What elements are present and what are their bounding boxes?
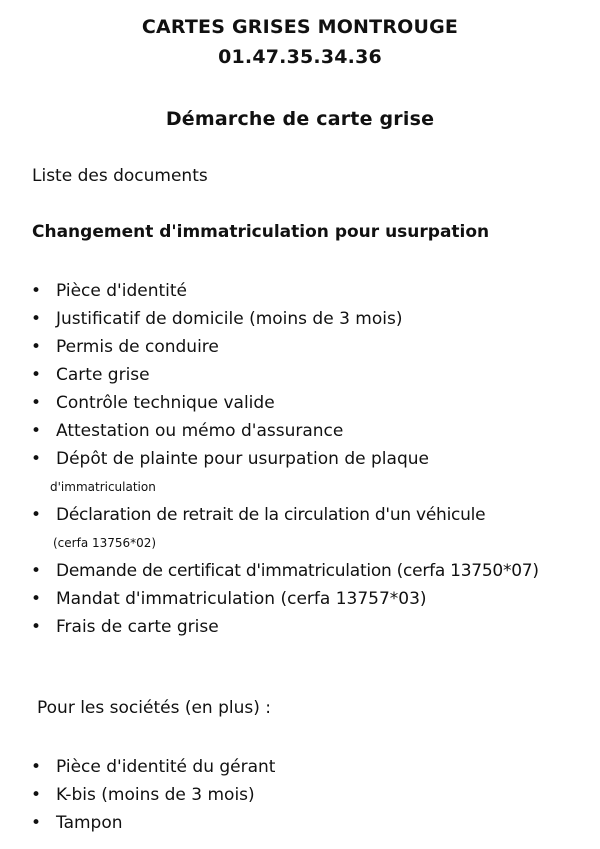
list-item	[0, 333, 600, 361]
bullet-icon: •	[31, 365, 42, 385]
list-item-text: Tampon	[56, 813, 123, 833]
bullet-icon: •	[31, 561, 42, 581]
list-item-text: Justificatif de domicile (moins de 3 mois)	[56, 309, 403, 329]
list-item-text: Contrôle technique valide	[56, 393, 275, 413]
list-item-text: Mandat d'immatriculation (cerfa 13757*03)	[56, 589, 427, 609]
company-name: CARTES GRISES MONTROUGE	[141, 16, 459, 38]
bullet-icon: •	[31, 337, 42, 357]
list-item	[0, 781, 600, 809]
bullet-icon: •	[31, 281, 42, 301]
bullet-icon: •	[31, 393, 42, 413]
list-item-text: Déclaration de retrait de la circulation d'un véhicule	[56, 505, 486, 525]
list-item-text: Carte grise	[56, 365, 150, 385]
bullet-icon: •	[31, 617, 42, 637]
bullet-icon: •	[31, 449, 42, 469]
list-item	[0, 557, 600, 585]
section-heading: Changement d'immatriculation pour usurpation	[32, 222, 490, 242]
list-item	[0, 753, 600, 781]
bullet-icon: •	[31, 309, 42, 329]
list-item	[0, 809, 600, 837]
company-phone: 01.47.35.34.36	[218, 46, 382, 68]
list-item-text: Permis de conduire	[56, 337, 219, 357]
bullet-icon: •	[31, 421, 42, 441]
documents-label: Liste des documents	[32, 166, 208, 186]
list-item	[0, 585, 600, 613]
list-item	[0, 445, 600, 501]
bullet-icon: •	[31, 785, 42, 805]
list-item	[0, 613, 600, 641]
list-item	[0, 277, 600, 305]
list-item-text: K-bis (moins de 3 mois)	[56, 785, 255, 805]
list-item	[0, 389, 600, 417]
process-title: Démarche de carte grise	[165, 108, 435, 130]
list-item-text-continued: (cerfa 13756*02)	[53, 536, 157, 550]
list-item	[0, 417, 600, 445]
bullet-icon: •	[31, 813, 42, 833]
list-item-text-continued: d'immatriculation	[50, 480, 156, 494]
list-item-text: Demande de certificat d'immatriculation (cerfa 13750*07)	[56, 561, 539, 581]
list-item-text: Pièce d'identité du gérant	[56, 757, 276, 777]
list-item-text: Frais de carte grise	[56, 617, 219, 637]
bullet-icon: •	[31, 505, 42, 525]
list-item	[0, 361, 600, 389]
list-item-text: Dépôt de plainte pour usurpation de plaque	[56, 449, 429, 469]
list-item-text: Attestation ou mémo d'assurance	[56, 421, 344, 441]
list-item-text: Pièce d'identité	[56, 281, 187, 301]
list-item	[0, 501, 600, 557]
companies-list	[0, 753, 600, 837]
documents-list	[0, 277, 600, 641]
list-item	[0, 305, 600, 333]
companies-label: Pour les sociétés (en plus) :	[37, 698, 272, 718]
bullet-icon: •	[31, 589, 42, 609]
bullet-icon: •	[31, 757, 42, 777]
